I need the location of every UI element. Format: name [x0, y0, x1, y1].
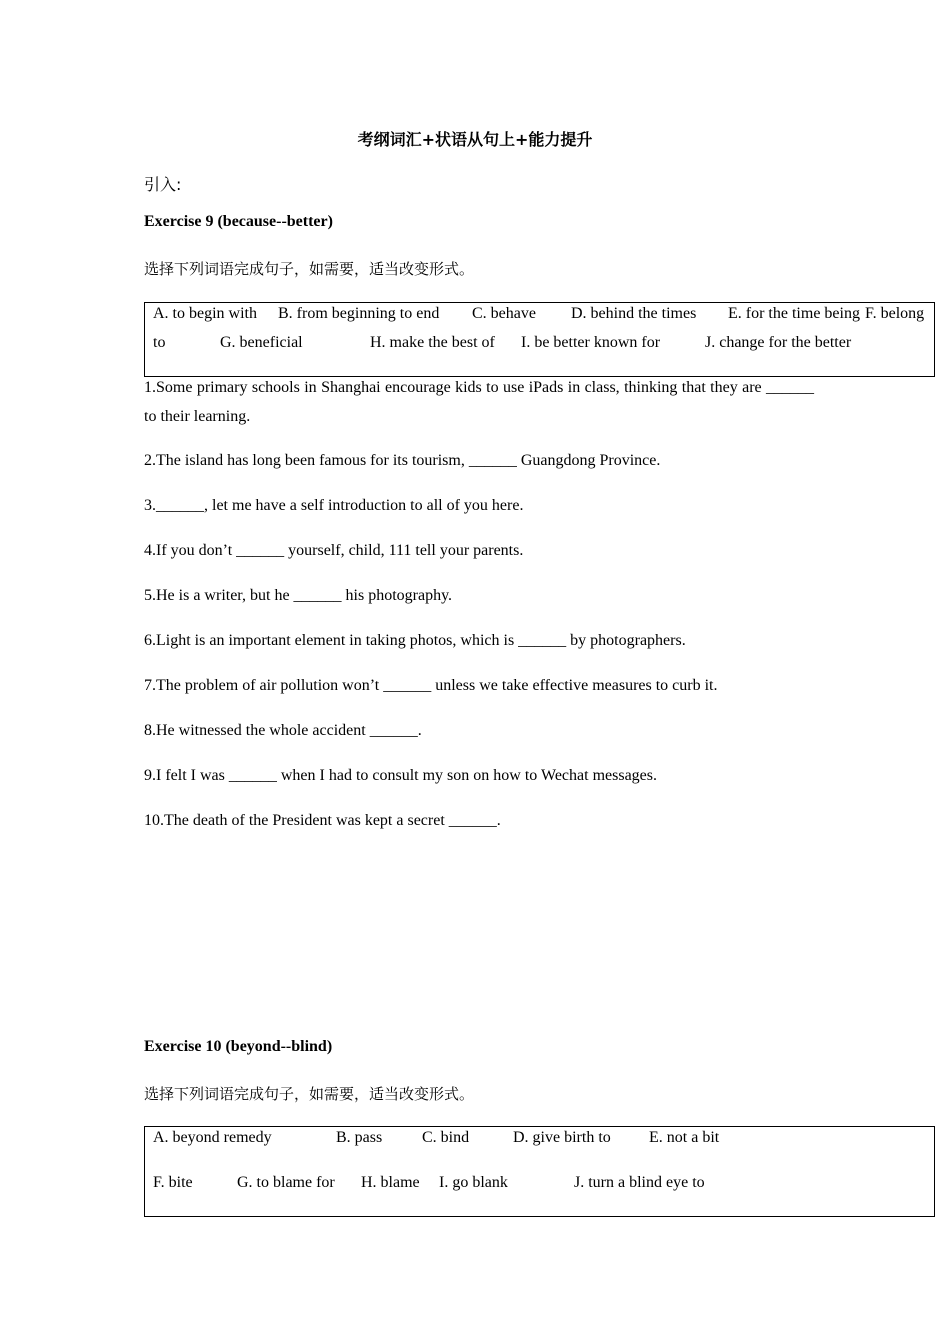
- option-h: H. blame: [361, 1174, 420, 1191]
- option-i: I. go blank: [439, 1174, 508, 1191]
- question-1: 1.Some primary schools in Shanghai encourage kids to use iPads in class, thinking that they are ______ to their learning.: [144, 379, 814, 425]
- question-3: 3.______, let me have a self introduction to all of you here.: [144, 497, 524, 514]
- option-g: G. to blame for: [237, 1174, 335, 1191]
- question-5: 5.He is a writer, but he ______ his photography.: [144, 587, 453, 604]
- option-f: F. bite: [153, 1174, 193, 1191]
- exercise-10-title: Exercise 10 (beyond--blind): [144, 1038, 333, 1055]
- option-g: G. beneficial: [220, 334, 303, 351]
- question-2: 2.The island has long been famous for its tourism, ______ Guangdong Province.: [144, 452, 661, 469]
- option-c: C. behave: [472, 305, 536, 322]
- exercise-10-instruction: 选择下列词语完成句子，如需要，适当改变形式。: [144, 1085, 475, 1103]
- exercise-10-options-box: [144, 1126, 935, 1217]
- option-h: H. make the best of: [370, 334, 495, 351]
- document-title: 考纲词汇+状语从句上+能力提升: [357, 130, 593, 149]
- exercise-9-title: Exercise 9 (because--better): [144, 213, 333, 230]
- question-10: 10.The death of the President was kept a secret ______.: [144, 812, 501, 829]
- question-8: 8.He witnessed the whole accident ______.: [144, 722, 422, 739]
- option-e: E. not a bit: [649, 1129, 720, 1146]
- exercise-9-instruction: 选择下列词语完成句子，如需要，适当改变形式。: [144, 260, 475, 278]
- option-e: E. for the time being: [728, 305, 860, 322]
- option-j: J. turn a blind eye to: [574, 1174, 705, 1191]
- question-6: 6.Light is an important element in taking photos, which is ______ by photographers.: [144, 632, 686, 649]
- option-c: C. bind: [422, 1129, 470, 1146]
- option-f-cont: to: [153, 334, 166, 351]
- intro-label: 引入:: [144, 175, 182, 194]
- option-a: A. to begin with: [153, 305, 257, 322]
- question-9: 9.I felt I was ______ when I had to consult my son on how to Wechat messages.: [144, 767, 657, 784]
- option-j: J. change for the better: [705, 334, 852, 351]
- option-a: A. beyond remedy: [153, 1129, 272, 1146]
- question-7: 7.The problem of air pollution won’t ______ unless we take effective measures to curb it.: [144, 677, 718, 694]
- option-b: B. from beginning to end: [278, 305, 440, 322]
- option-d: D. behind the times: [571, 305, 697, 322]
- option-f: F. belong: [865, 305, 925, 322]
- exercise-9-options-box: [144, 302, 935, 377]
- option-b: B. pass: [336, 1129, 383, 1146]
- option-d: D. give birth to: [513, 1129, 611, 1146]
- option-i: I. be better known for: [521, 334, 661, 351]
- question-4: 4.If you don’t ______ yourself, child, 111 tell your parents.: [144, 542, 524, 559]
